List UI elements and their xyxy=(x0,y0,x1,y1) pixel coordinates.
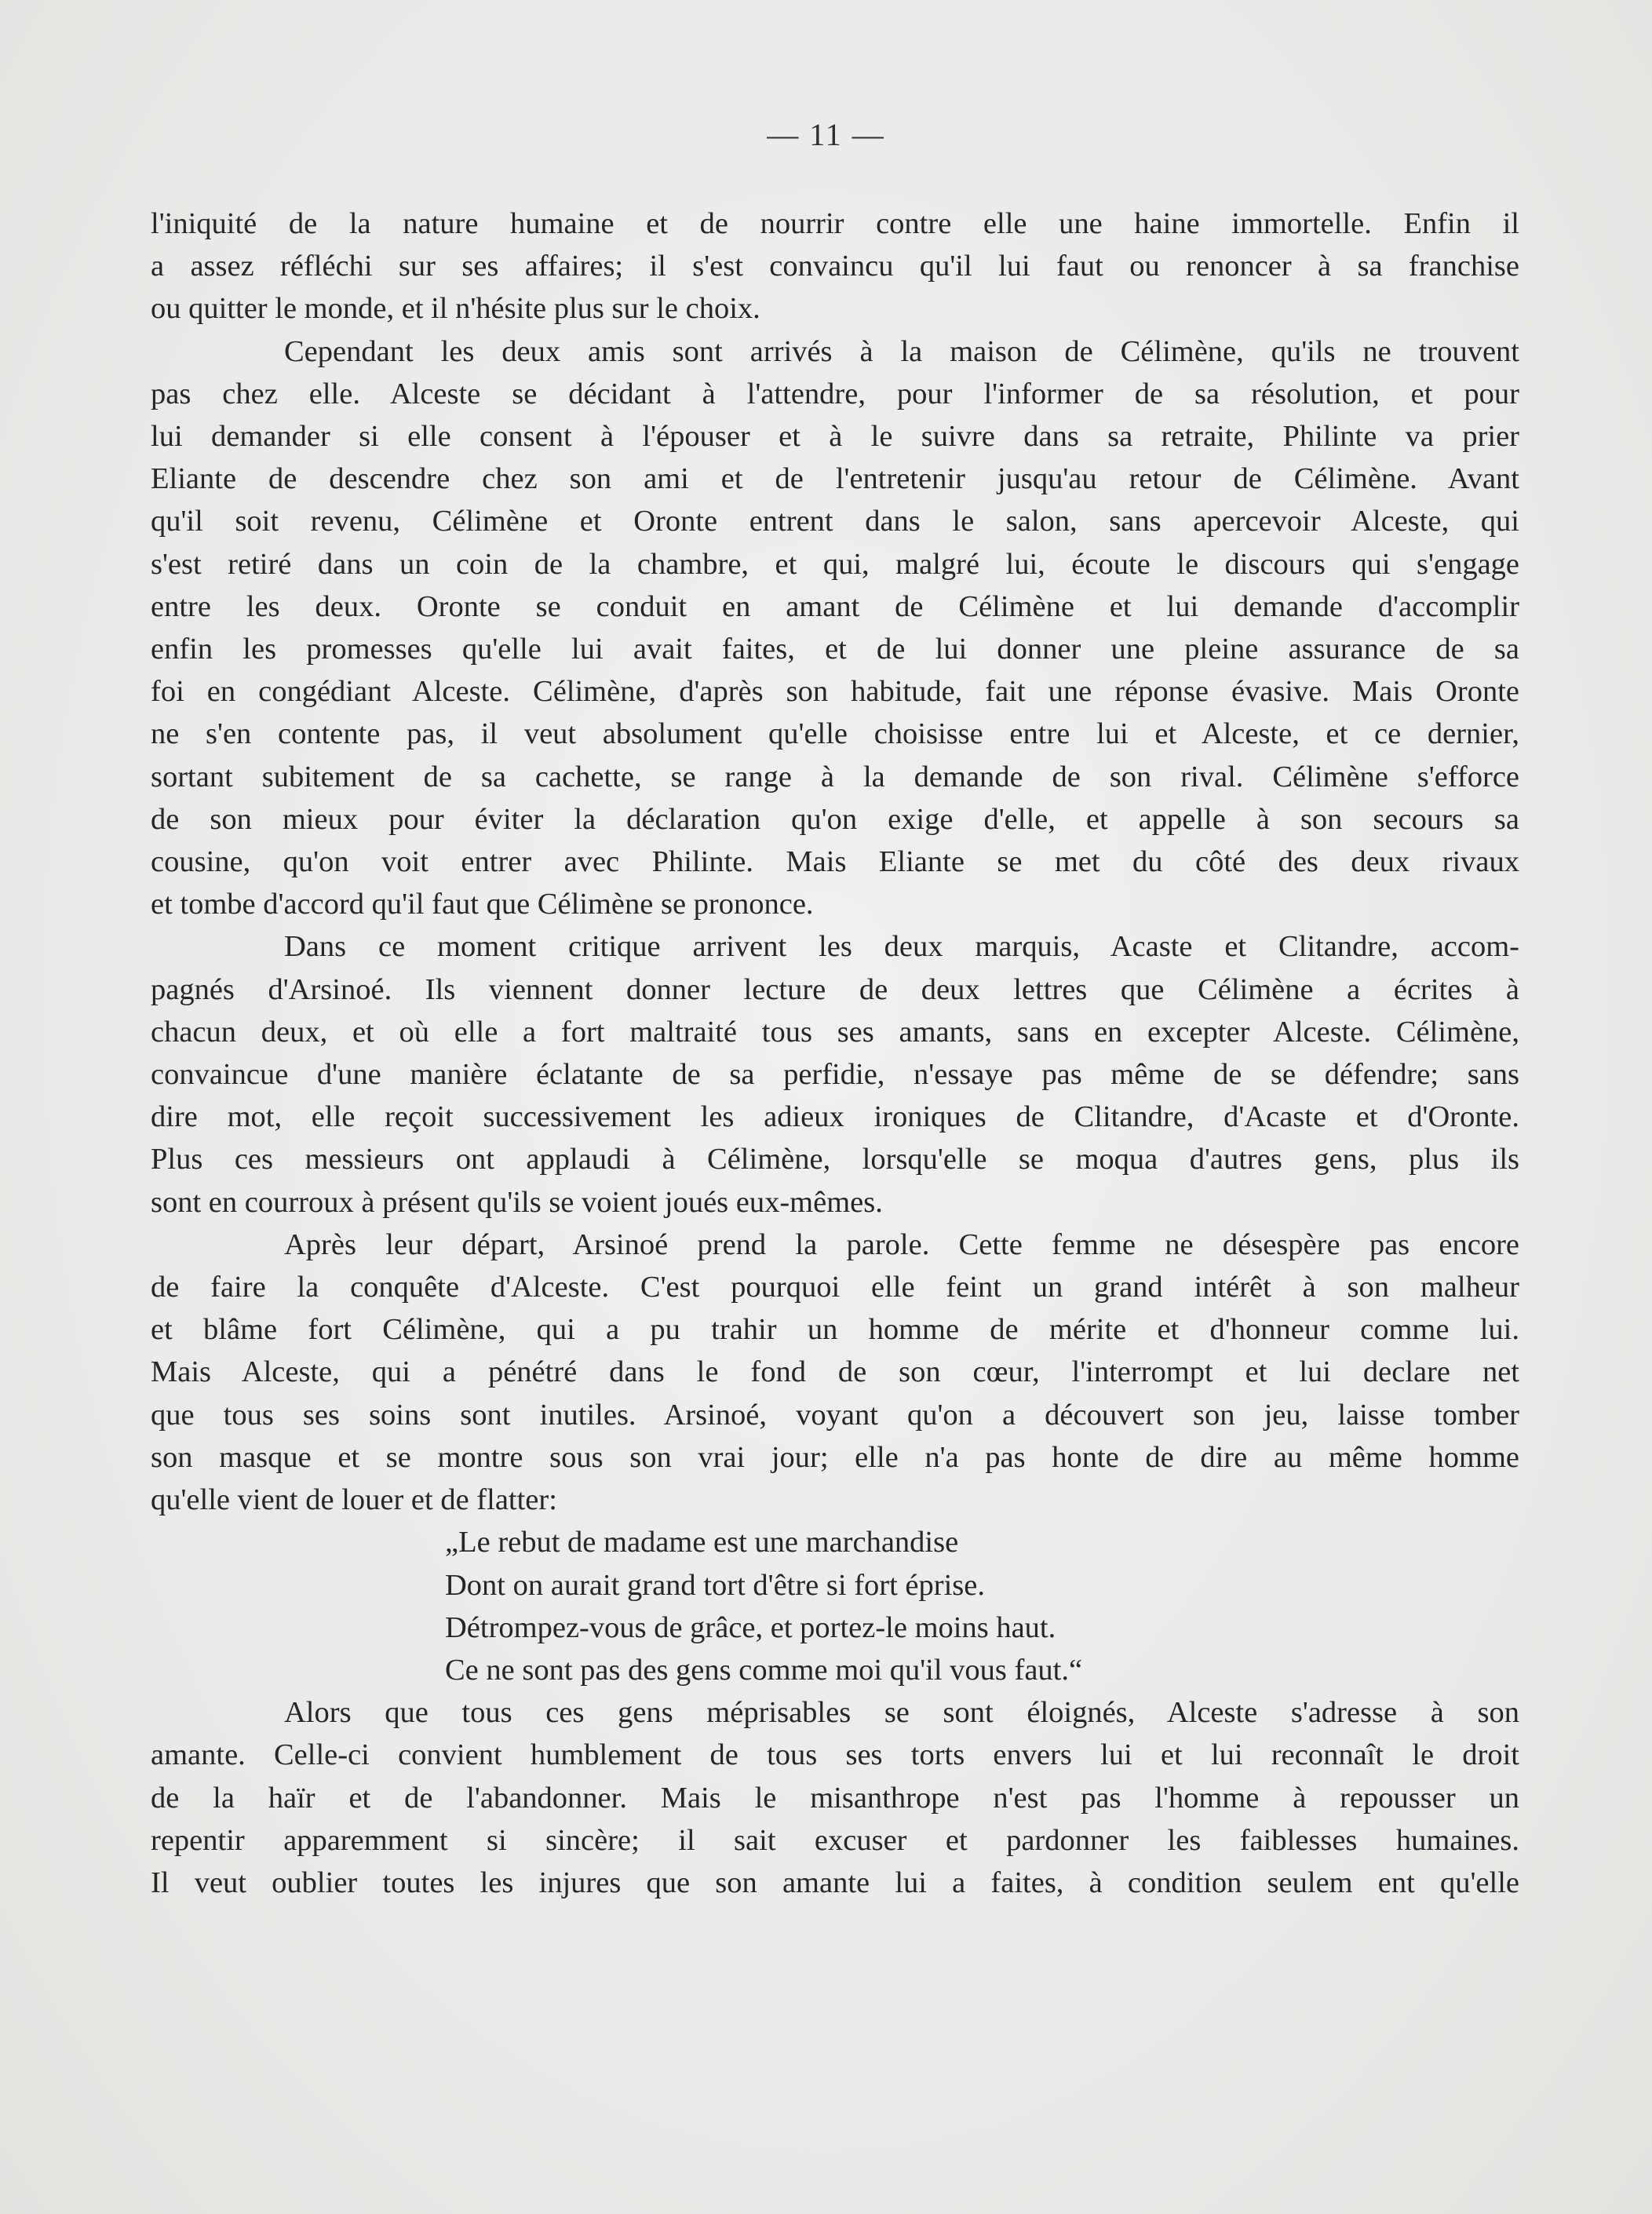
text-line: Mais Alceste, qui a pénétré dans le fond de son cœur, l'interrompt et lui declare net xyxy=(151,1355,1519,1389)
paragraph-3 xyxy=(151,925,1519,1223)
text-line: foi en congédiant Alceste. Célimène, d'après son habitude, fait une réponse évasive. Mais Oronte xyxy=(151,675,1519,709)
text-line: lui demander si elle consent à l'épouser et à le suivre dans sa retraite, Philinte va prier xyxy=(151,420,1519,454)
verse-quotation xyxy=(151,1521,1519,1691)
text-line: pagnés d'Arsinoé. Ils viennent donner lecture de deux lettres que Célimène a écrites à xyxy=(151,972,1519,1006)
text-line: Eliante de descendre chez son ami et de l'entretenir jusqu'au retour de Célimène. Avant xyxy=(151,462,1519,496)
paragraph-1 xyxy=(151,202,1519,330)
text-line: de faire la conquête d'Alceste. C'est pourquoi elle feint un grand intérêt à son malheur xyxy=(151,1271,1519,1304)
text-line: et blâme fort Célimène, qui a pu trahir un homme de mérite et d'honneur comme lui. xyxy=(151,1313,1519,1347)
text-line: l'iniquité de la nature humaine et de nourrir contre elle une haine immortelle. Enfin il xyxy=(151,207,1519,240)
text-line: sortant subitement de sa cachette, se range à la demande de son rival. Célimène s'efforce xyxy=(151,760,1519,793)
text-line: enfin les promesses qu'elle lui avait faites, et de lui donner une pleine assurance de sa xyxy=(151,633,1519,666)
text-line: qu'il soit revenu, Célimène et Oronte entrent dans le salon, sans apercevoir Alceste, qui xyxy=(151,505,1519,538)
verse-line: „Le rebut de madame est une marchandise xyxy=(445,1526,959,1559)
text-line: a assez réfléchi sur ses affaires; il s'est convaincu qu'il lui faut ou renoncer à sa franchise xyxy=(151,250,1519,283)
page-number: — 11 — xyxy=(767,117,885,152)
paragraph-5 xyxy=(151,1691,1519,1904)
text-line: Plus ces messieurs ont applaudi à Célimène, lorsqu'elle se moqua d'autres gens, plus ils xyxy=(151,1143,1519,1176)
text-line: qu'elle vient de louer et de flatter: xyxy=(151,1483,557,1517)
text-line: Après leur départ, Arsinoé prend la parole. Cette femme ne désespère pas encore xyxy=(284,1227,1519,1261)
text-line: et tombe d'accord qu'il faut que Célimène se prononce. xyxy=(151,888,814,921)
text-line: Alors que tous ces gens méprisables se sont éloignés, Alceste s'adresse à son xyxy=(284,1696,1519,1730)
verse-line: Détrompez-vous de grâce, et portez-le moins haut. xyxy=(445,1610,1056,1644)
text-line: son masque et se montre sous son vrai jour; elle n'a pas honte de dire au même homme xyxy=(151,1440,1519,1474)
paragraph-2 xyxy=(151,330,1519,926)
text-line: Cependant les deux amis sont arrivés à la maison de Célimène, qu'ils ne trouvent xyxy=(284,334,1519,368)
verse-line: Ce ne sont pas des gens comme moi qu'il vous faut.“ xyxy=(445,1653,1083,1687)
verse-line: Dont on aurait grand tort d'être si fort éprise. xyxy=(445,1568,985,1602)
text-line: chacun deux, et où elle a fort maltraité tous ses amants, sans en excepter Alceste. Célimène, xyxy=(151,1015,1519,1049)
text-line: que tous ses soins sont inutiles. Arsinoé, voyant qu'on a découvert son jeu, laisse tomber xyxy=(151,1398,1519,1432)
text-line: amante. Celle-ci convient humblement de tous ses torts envers lui et lui reconnaît le droit xyxy=(151,1738,1519,1772)
text-line: convaincue d'une manière éclatante de sa perfidie, n'essaye pas même de se défendre; sans xyxy=(151,1058,1519,1092)
body-text xyxy=(151,202,1519,1904)
text-line: cousine, qu'on voit entrer avec Philinte. Mais Eliante se met du côté des deux rivaux xyxy=(151,845,1519,879)
text-line: pas chez elle. Alceste se décidant à l'attendre, pour l'informer de sa résolution, et pour xyxy=(151,377,1519,410)
text-line: repentir apparemment si sincère; il sait excuser et pardonner les faiblesses humaines. xyxy=(151,1823,1519,1857)
text-line: sont en courroux à présent qu'ils se voient joués eux-mêmes. xyxy=(151,1185,883,1219)
text-line: ne s'en contente pas, il veut absolument qu'elle choisisse entre lui et Alceste, et ce dernier, xyxy=(151,717,1519,751)
text-line: s'est retiré dans un coin de la chambre, et qui, malgré lui, écoute le discours qui s'engage xyxy=(151,547,1519,581)
paragraph-4 xyxy=(151,1224,1519,1521)
text-line: de la haïr et de l'abandonner. Mais le misanthrope n'est pas l'homme à repousser un xyxy=(151,1781,1519,1815)
text-line: Il veut oublier toutes les injures que son amante lui a faites, à condition seulem ent qu'elle xyxy=(151,1866,1519,1899)
text-line: ou quitter le monde, et il n'hésite plus sur le choix. xyxy=(151,292,760,326)
text-line: dire mot, elle reçoit successivement les adieux ironiques de Clitandre, d'Acaste et d'Oronte. xyxy=(151,1100,1519,1134)
text-line: Dans ce moment critique arrivent les deux marquis, Acaste et Clitandre, accom- xyxy=(284,930,1519,964)
text-line: entre les deux. Oronte se conduit en amant de Célimène et lui demande d'accomplir xyxy=(151,589,1519,623)
text-line: de son mieux pour éviter la déclaration qu'on exige d'elle, et appelle à son secours sa xyxy=(151,802,1519,836)
